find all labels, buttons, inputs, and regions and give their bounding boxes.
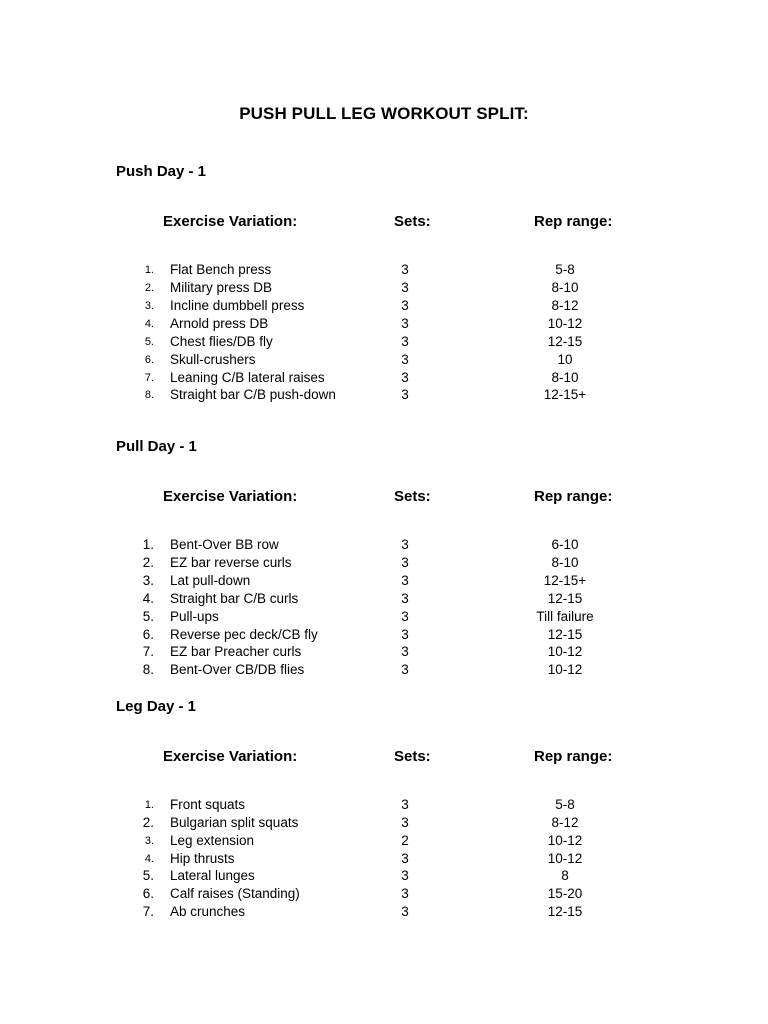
row-number: 1. — [144, 264, 154, 276]
reps-value: 6-10 — [551, 537, 579, 552]
sets-value: 3 — [401, 352, 409, 367]
leg-row — [0, 886, 768, 904]
push-reps-header: Rep range: — [534, 213, 613, 230]
exercise-name: Incline dumbbell press — [170, 298, 305, 313]
page-title: PUSH PULL LEG WORKOUT SPLIT: — [239, 104, 529, 123]
sets-value: 3 — [401, 387, 409, 402]
row-number: 6. — [142, 886, 154, 901]
leg-sets-header: Sets: — [394, 748, 431, 765]
sets-value: 3 — [401, 334, 409, 349]
push-row — [0, 387, 768, 405]
reps-value: 8-12 — [551, 298, 579, 313]
pull-row — [0, 662, 768, 680]
exercise-name: Leg extension — [170, 833, 255, 848]
pull-row — [0, 627, 768, 645]
sets-value: 3 — [401, 627, 409, 642]
row-number: 5. — [144, 336, 154, 348]
reps-value: 12-15 — [547, 334, 583, 349]
reps-value: 10-12 — [547, 833, 583, 848]
reps-value: 5-8 — [555, 797, 575, 812]
reps-value: 12-15+ — [543, 573, 587, 588]
sets-value: 3 — [401, 886, 409, 901]
sets-value: 3 — [401, 298, 409, 313]
push-sets-header: Sets: — [394, 213, 431, 230]
sets-value: 3 — [401, 815, 409, 830]
row-number: 2. — [144, 282, 154, 294]
pull-sets-header: Sets: — [394, 488, 431, 505]
row-number: 5. — [142, 868, 154, 883]
exercise-name: Bent-Over CB/DB flies — [170, 662, 305, 677]
leg-row — [0, 904, 768, 922]
exercise-name: Arnold press DB — [170, 316, 269, 331]
pull-exercise-header: Exercise Variation: — [163, 488, 298, 505]
reps-value: 8-10 — [551, 370, 579, 385]
row-number: 2. — [142, 815, 154, 830]
exercise-name: Leaning C/B lateral raises — [170, 370, 325, 385]
leg-row — [0, 868, 768, 886]
leg-row — [0, 815, 768, 833]
sets-value: 3 — [401, 868, 409, 883]
row-number: 1. — [144, 799, 154, 811]
reps-value: Till failure — [536, 609, 594, 624]
exercise-name: Bent-Over BB row — [170, 537, 279, 552]
exercise-name: Skull-crushers — [170, 352, 256, 367]
reps-value: 12-15+ — [543, 387, 587, 402]
exercise-name: Reverse pec deck/CB fly — [170, 627, 318, 642]
reps-value: 8-10 — [551, 280, 579, 295]
sets-value: 3 — [401, 851, 409, 866]
row-number: 8. — [142, 662, 154, 677]
pull-row — [0, 555, 768, 573]
exercise-name: Calf raises (Standing) — [170, 886, 300, 901]
reps-value: 12-15 — [547, 904, 583, 919]
row-number: 3. — [144, 300, 154, 312]
push-exercise-header: Exercise Variation: — [163, 213, 298, 230]
leg-exercise-header: Exercise Variation: — [163, 748, 298, 765]
sets-value: 3 — [401, 662, 409, 677]
exercise-name: Ab crunches — [170, 904, 246, 919]
pull-row — [0, 573, 768, 591]
sets-value: 3 — [401, 555, 409, 570]
push-row — [0, 298, 768, 316]
row-number: 7. — [144, 372, 154, 384]
row-number: 4. — [144, 853, 154, 865]
reps-value: 5-8 — [555, 262, 575, 277]
reps-value: 10-12 — [547, 662, 583, 677]
row-number: 7. — [142, 904, 154, 919]
row-number: 1. — [142, 537, 154, 552]
reps-value: 10-12 — [547, 644, 583, 659]
push-day-heading: Push Day - 1 — [116, 163, 207, 180]
exercise-name: Hip thrusts — [170, 851, 235, 866]
row-number: 3. — [142, 573, 154, 588]
pull-row — [0, 609, 768, 627]
reps-value: 8-10 — [551, 555, 579, 570]
exercise-name: Chest flies/DB fly — [170, 334, 273, 349]
push-row — [0, 370, 768, 388]
push-row — [0, 280, 768, 298]
pull-row — [0, 537, 768, 555]
row-number: 2. — [142, 555, 154, 570]
reps-value: 10 — [557, 352, 573, 367]
sets-value: 3 — [401, 904, 409, 919]
pull-row — [0, 644, 768, 662]
reps-value: 10-12 — [547, 851, 583, 866]
reps-value: 12-15 — [547, 591, 583, 606]
exercise-name: Straight bar C/B push-down — [170, 387, 336, 402]
exercise-name: Lat pull-down — [170, 573, 251, 588]
sets-value: 3 — [401, 609, 409, 624]
exercise-name: Pull-ups — [170, 609, 219, 624]
leg-row — [0, 833, 768, 851]
push-row — [0, 262, 768, 280]
row-number: 4. — [142, 591, 154, 606]
pull-reps-header: Rep range: — [534, 488, 613, 505]
sets-value: 3 — [401, 370, 409, 385]
exercise-name: Straight bar C/B curls — [170, 591, 299, 606]
row-number: 5. — [142, 609, 154, 624]
reps-value: 8-12 — [551, 815, 579, 830]
exercise-name: Military press DB — [170, 280, 273, 295]
sets-value: 3 — [401, 262, 409, 277]
push-row — [0, 352, 768, 370]
pull-row — [0, 591, 768, 609]
sets-value: 3 — [401, 573, 409, 588]
sets-value: 3 — [401, 644, 409, 659]
row-number: 3. — [144, 835, 154, 847]
row-number: 6. — [142, 627, 154, 642]
sets-value: 3 — [401, 280, 409, 295]
sets-value: 2 — [401, 833, 409, 848]
reps-value: 8 — [561, 868, 569, 883]
leg-reps-header: Rep range: — [534, 748, 613, 765]
push-row — [0, 316, 768, 334]
exercise-name: EZ bar reverse curls — [170, 555, 292, 570]
exercise-name: Bulgarian split squats — [170, 815, 299, 830]
leg-day-heading: Leg Day - 1 — [116, 698, 197, 715]
reps-value: 10-12 — [547, 316, 583, 331]
exercise-name: Front squats — [170, 797, 246, 812]
reps-value: 15-20 — [547, 886, 583, 901]
leg-row — [0, 851, 768, 869]
exercise-name: Lateral lunges — [170, 868, 255, 883]
row-number: 7. — [142, 644, 154, 659]
leg-row — [0, 797, 768, 815]
reps-value: 12-15 — [547, 627, 583, 642]
exercise-name: Flat Bench press — [170, 262, 272, 277]
sets-value: 3 — [401, 537, 409, 552]
row-number: 6. — [144, 354, 154, 366]
row-number: 4. — [144, 318, 154, 330]
sets-value: 3 — [401, 591, 409, 606]
exercise-name: EZ bar Preacher curls — [170, 644, 302, 659]
pull-day-heading: Pull Day - 1 — [116, 438, 197, 455]
push-row — [0, 334, 768, 352]
sets-value: 3 — [401, 797, 409, 812]
sets-value: 3 — [401, 316, 409, 331]
row-number: 8. — [144, 389, 154, 401]
